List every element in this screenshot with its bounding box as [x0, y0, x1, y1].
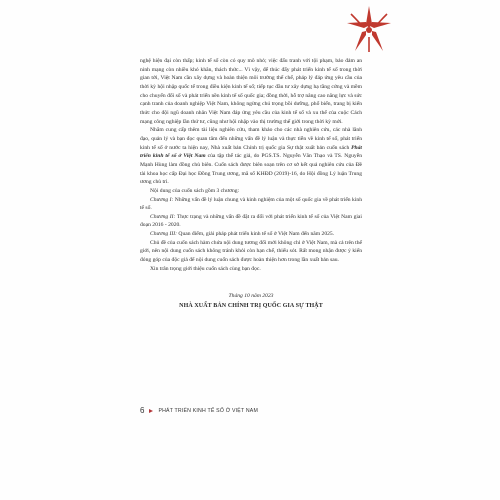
arrow-right-icon: [149, 409, 153, 413]
chapter-2-text: Thực trạng và những vấn đề đặt ra đối với phát triển kinh tế số của Việt Nam giai đoạn 2016 - 2020.: [140, 213, 362, 229]
body-text: [140, 57, 362, 311]
paragraph-note: Chủ đề của cuốn sách hàm chứa nội dung tương đối mới không chỉ ở Việt Nam, mà cả trên thế giới, nên nội dung cuốn sách không tránh khỏi còn hạn chế, thiếu sót. Rất mong nhận được ý kiến đóng góp của độc giả để nội dung cuốn sách được hoàn thiện hơn trong lần xuất bản sau.: [140, 239, 362, 264]
page-number: 6: [140, 406, 145, 415]
publication-date: Tháng 10 năm 2023: [228, 293, 274, 300]
paragraph-closing: Xin trân trọng giới thiệu cuốn sách cùng bạn đọc.: [150, 265, 261, 272]
paragraph-intro: nghệ hiện đại còn thấp; kinh tế số còn có quy mô nhỏ; việc đấu tranh với tội phạm, bảo đảm an ninh mạng còn nhiều khó khăn, thách thức... Vì vậy, để thúc đẩy phát triển kinh tế số trong thời gian tới, Việt Nam cần xây dựng và hoàn thiện môi trường thể chế, pháp lý đáp ứng yêu cầu của thời kỳ hội nhập quốc tế trong điều kiện kinh tế số; tiếp tục đầu tư xây dựng hạ tầng cứng và mềm cho chuyển đổi số và phát triển nền kinh tế số quốc gia; đồng thời, hỗ trợ nâng cao năng lực và sức cạnh tranh của doanh nghiệp Việt Nam, không ngừng chú trọng bồi dưỡng, phổ biến, trang bị kiến thức cho đội ngũ doanh nhân Việt Nam đáp ứng yêu cầu của kinh tế số và xu thế của cuộc Cách mạng công nghiệp lần thứ tư, cũng như hội nhập vào thị trường thế giới trong thời kỳ mới.: [140, 58, 362, 125]
page-footer: [140, 406, 370, 415]
chapter-1-label: Chương I:: [150, 196, 174, 203]
authors-text: của tập thể tác giả, do PGS.TS. Nguyễn Văn Thạo và TS. Nguyễn Mạnh Hùng làm đồng chủ biên. Cuốn sách được biên soạn trên cơ sở kết quả nghiên cứu của Đề tài khoa học cấp Đại học Đồng Trung ương, mã số KHĐD (2019)-16, do Hội đồng Lý luận Trung ương chủ trì.: [140, 153, 362, 186]
chapter-1-text: Những vấn đề lý luận chung và kinh nghiệm của một số quốc gia về phát triển kinh tế số.: [140, 196, 362, 212]
chapter-3-text: Quan điểm, giải pháp phát triển kinh tế số ở Việt Nam đến năm 2025.: [178, 231, 335, 238]
purpose-text: Nhằm cung cấp thêm tài liệu nghiên cứu, tham khảo cho các nhà nghiên cứu, các nhà lãnh đạo, quản lý và bạn đọc quan tâm đến những vấn đề lý luận và thực tiễn về kinh tế số, phát triển kinh tế số ở nước ta hiện nay, Nhà xuất bản Chính trị quốc gia Sự thật xuất bản cuốn sách: [140, 127, 362, 151]
paragraph-contents: Nội dung của cuốn sách gồm 3 chương:: [150, 187, 240, 194]
book-title: Phát triển kinh tế số ở Việt Nam: [140, 144, 362, 160]
publisher-star-logo-icon: [345, 6, 393, 54]
chapter-1: [140, 196, 362, 213]
paragraph-purpose: [140, 126, 362, 187]
chapter-2-label: Chương II:: [150, 213, 176, 220]
chapter-3-label: Chương III:: [150, 231, 178, 238]
running-title: PHÁT TRIỂN KINH TẾ SỐ Ở VIỆT NAM: [158, 407, 258, 414]
chapter-3: [140, 230, 362, 239]
chapter-2: [140, 213, 362, 230]
publisher-name: NHÀ XUẤT BẢN CHÍNH TRỊ QUỐC GIA SỰ THẬT: [179, 303, 323, 310]
